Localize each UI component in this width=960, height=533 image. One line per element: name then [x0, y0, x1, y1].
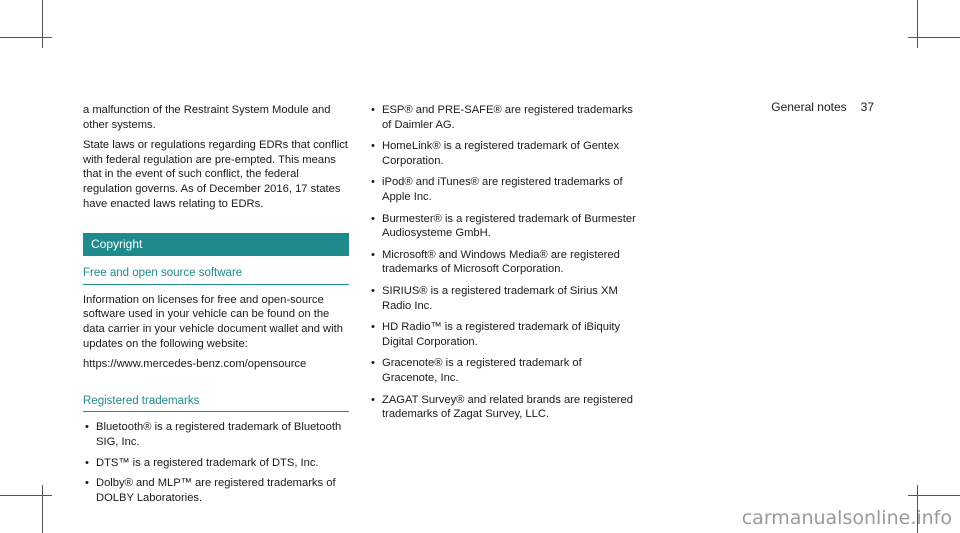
list-item — [369, 393, 639, 422]
list-item — [369, 284, 639, 313]
bullet-icon: • — [371, 104, 375, 116]
intro-paragraph: State laws or regulations regarding EDRs that conflict with federal regulation are pre-empted. This means that in the event of such conflict, the federal regulation governs. As of December 2016, 17 states have enacted laws relating to EDRs. — [83, 139, 348, 210]
list-item-text: ZAGAT Survey® and related brands are registered trademarks of Zagat Survey, LLC. — [382, 393, 633, 421]
crop-mark — [42, 0, 43, 48]
section-name: General notes — [771, 100, 847, 114]
crop-mark — [908, 37, 960, 38]
subsection-title: Registered trademarks — [83, 394, 349, 413]
trademark-list — [83, 420, 349, 505]
subsection-title: Free and open source software — [83, 266, 349, 285]
list-item-text: Burmester® is a registered trademark of Burmester Audiosysteme GmbH. — [382, 212, 636, 240]
list-item-text: Dolby® and MLP™ are registered trademarks of DOLBY Laboratories. — [96, 477, 336, 504]
bullet-icon: • — [371, 284, 375, 297]
section-title: Copyright — [83, 233, 349, 256]
list-item — [369, 212, 639, 241]
intro-paragraph: a malfunction of the Restraint System Module and other systems. — [83, 104, 331, 131]
list-item-text: Microsoft® and Windows Media® are registered trademarks of Microsoft Corporation. — [382, 248, 620, 276]
page-number: 37 — [860, 100, 874, 114]
list-item-text: HomeLink® is a registered trademark of Gentex Corporation. — [382, 140, 620, 167]
list-item — [369, 356, 639, 385]
list-item — [369, 139, 639, 168]
list-item-text: ESP® and PRE-SAFE® are registered trademarks of Daimler AG. — [382, 104, 633, 131]
list-item — [83, 476, 349, 505]
page-header — [771, 100, 874, 114]
right-column — [369, 103, 639, 429]
list-item-text: DTS™ is a registered trademark of DTS, Inc. — [96, 456, 319, 469]
bullet-icon: • — [371, 393, 375, 406]
crop-mark — [42, 485, 43, 533]
bullet-icon: • — [371, 248, 375, 261]
body-paragraph: Information on licenses for free and open-source software used in your vehicle can be found on the data carrier in your vehicle document wallet and with updates on the following website: — [83, 293, 343, 350]
watermark: carmanualsonline.info — [741, 507, 952, 529]
list-item — [369, 103, 639, 132]
crop-mark — [908, 495, 960, 496]
list-item — [369, 248, 639, 277]
list-item-text: HD Radio™ is a registered trademark of iBiquity Digital Corporation. — [382, 321, 621, 348]
list-item-text: iPod® and iTunes® are registered trademarks of Apple Inc. — [382, 176, 623, 203]
list-item — [83, 456, 349, 471]
bullet-icon: • — [371, 176, 375, 189]
bullet-icon: • — [371, 321, 375, 334]
list-item-text: Bluetooth® is a registered trademark of Bluetooth SIG, Inc. — [96, 421, 342, 448]
crop-mark — [0, 37, 52, 38]
list-item-text: SIRIUS® is a registered trademark of Sirius XM Radio Inc. — [382, 284, 618, 312]
list-item — [369, 175, 639, 204]
list-item — [83, 420, 349, 449]
crop-mark — [917, 0, 918, 48]
bullet-icon: • — [85, 477, 89, 490]
bullet-icon: • — [85, 456, 89, 469]
bullet-icon: • — [85, 421, 89, 434]
left-column — [83, 103, 349, 511]
trademark-list — [369, 103, 639, 422]
crop-mark — [0, 495, 52, 496]
bullet-icon: • — [371, 212, 375, 225]
website-link[interactable]: https://www.mercedes-benz.com/opensource — [83, 358, 307, 371]
list-item — [369, 320, 639, 349]
bullet-icon: • — [371, 357, 375, 370]
bullet-icon: • — [371, 140, 375, 153]
list-item-text: Gracenote® is a registered trademark of Gracenote, Inc. — [382, 357, 582, 384]
